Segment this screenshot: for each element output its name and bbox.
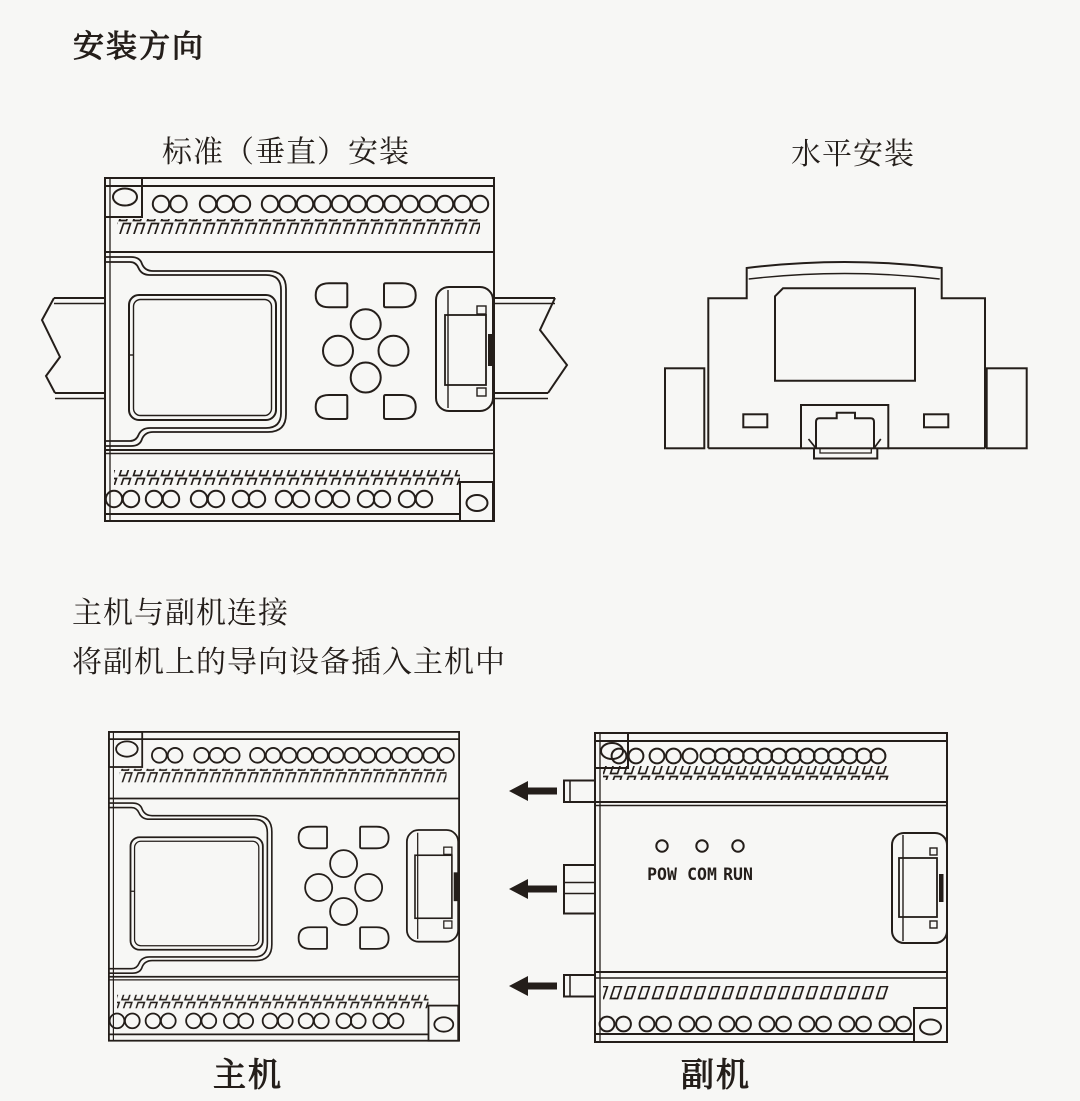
host-unit-label: 主机: [213, 1058, 283, 1094]
horizontal-install-diagram: [658, 248, 1030, 464]
plc-front-view: [105, 178, 495, 521]
vertical-install-diagram: [38, 176, 570, 524]
host-unit-diagram: [107, 730, 461, 1043]
vent-slots-top: [603, 766, 889, 780]
din-rail-end-right: [987, 368, 1027, 448]
din-rail-right: [493, 298, 567, 399]
mounting-tab-bottom: [914, 1008, 947, 1042]
connection-heading: 主机与副机连接: [72, 597, 289, 630]
device-side-profile: [708, 262, 985, 448]
horizontal-install-caption: 水平安装: [791, 138, 915, 171]
expansion-unit-label: 副机: [681, 1058, 751, 1094]
expansion-port: [892, 833, 947, 943]
led-label-com: COM: [687, 865, 717, 884]
din-rail-clip: [801, 405, 888, 459]
guide-tab-middle: [564, 865, 595, 914]
din-rail-left: [42, 298, 108, 399]
din-rail-end-left: [665, 368, 704, 448]
guide-tab-top: [564, 781, 595, 803]
insert-arrow-bottom: [509, 974, 557, 998]
page-title: 安装方向: [73, 29, 205, 64]
plc-front-view: [109, 732, 460, 1041]
led-label-pow: POW: [647, 865, 677, 884]
left-arrow-icon: [509, 976, 557, 996]
insert-arrow-middle: [509, 877, 557, 901]
expansion-unit-diagram: [553, 730, 955, 1045]
left-arrow-icon: [509, 879, 557, 899]
vertical-install-caption: 标准（垂直）安装: [162, 136, 410, 169]
left-arrow-icon: [509, 781, 557, 801]
vent-slots-bottom: [603, 986, 889, 1000]
guide-tab-bottom: [564, 975, 595, 997]
led-label-run: RUN: [723, 865, 753, 884]
insert-arrow-top: [509, 779, 557, 803]
connection-instruction: 将副机上的导向设备插入主机中: [72, 646, 506, 679]
